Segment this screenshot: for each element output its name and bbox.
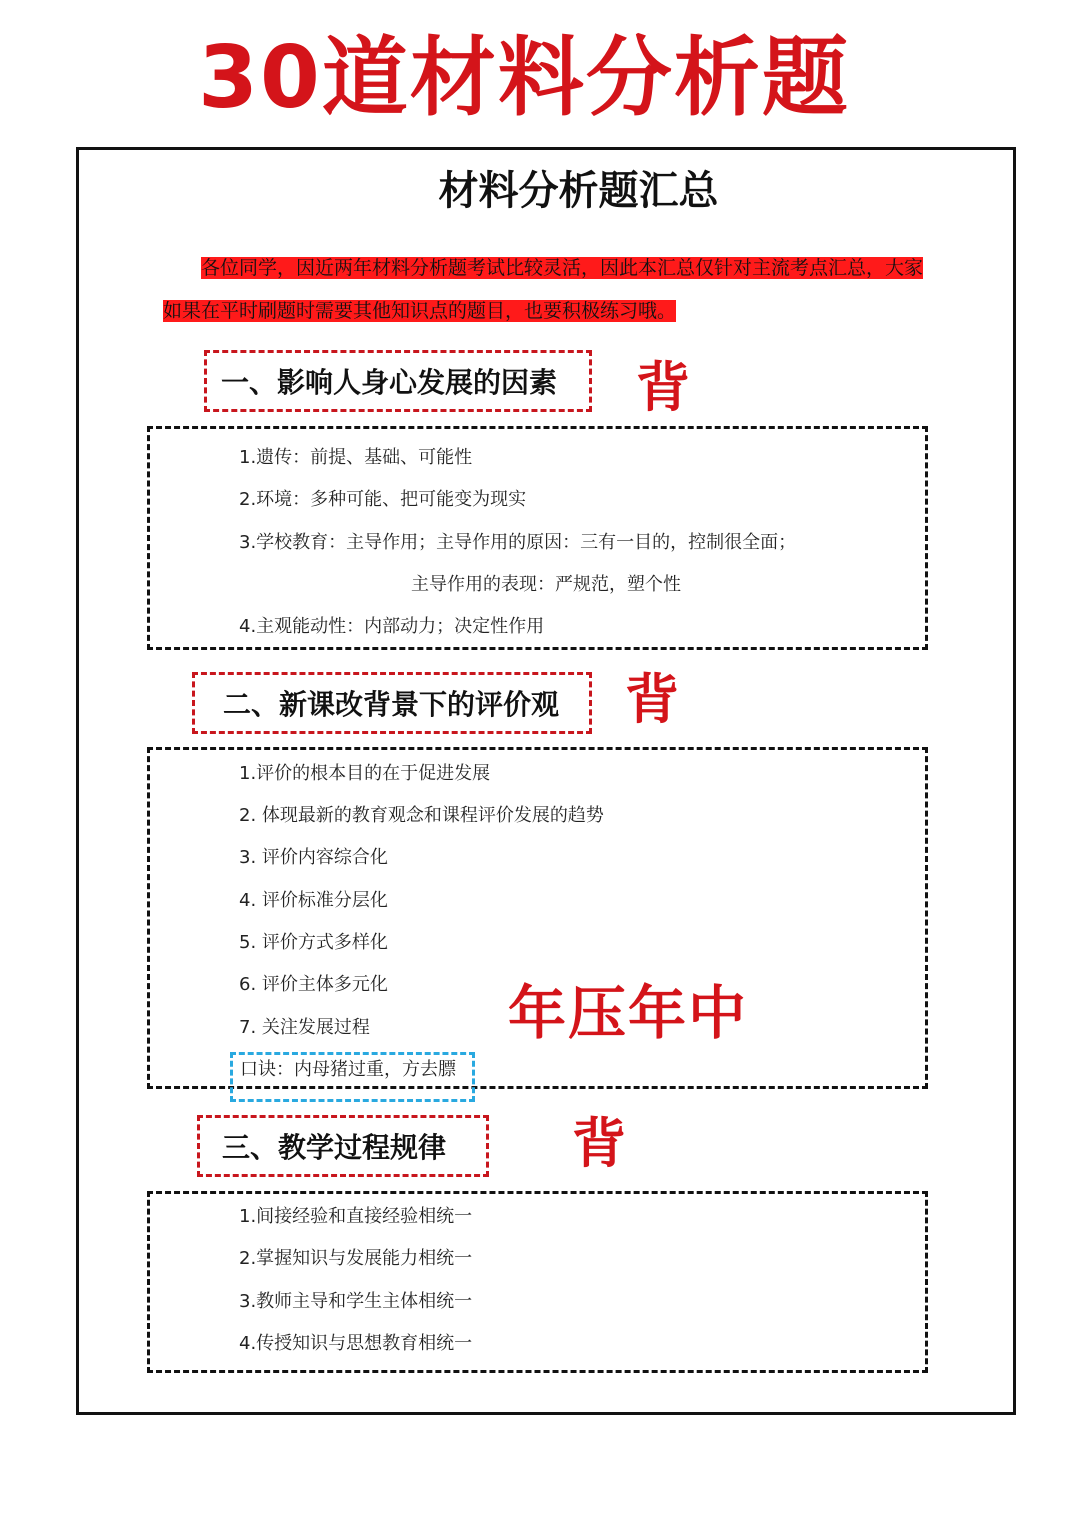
section-3-item: 1.间接经验和直接经验相统一 xyxy=(239,1206,473,1227)
handwritten-annotation: 年压年中 xyxy=(508,979,749,1047)
section-1-item: 1.遗传：前提、基础、可能性 xyxy=(239,447,473,468)
section-1-item: 4.主观能动性：内部动力；决定性作用 xyxy=(239,616,545,637)
intro-text: 各位同学，因近两年材料分析题考试比较灵活，因此本汇总仅针对主流考点汇总，大家如果在平时刷题时需要其他知识点的题目，也要积极练习哦。 xyxy=(163,257,924,322)
section-3-heading-box xyxy=(197,1115,489,1177)
section-3-stamp: 背 xyxy=(572,1112,626,1175)
intro-paragraph xyxy=(163,247,923,333)
section-3-heading: 三、教学过程规律 xyxy=(222,1131,447,1164)
section-3-item: 2.掌握知识与发展能力相统一 xyxy=(239,1248,473,1269)
section-2-item: 7. 关注发展过程 xyxy=(239,1017,370,1038)
section-3-item: 4.传授知识与思想教育相统一 xyxy=(239,1333,473,1354)
section-2-item: 4. 评价标准分层化 xyxy=(239,890,388,911)
section-2-item: 3. 评价内容综合化 xyxy=(239,847,388,868)
section-2-item: 1.评价的根本目的在于促进发展 xyxy=(239,763,491,784)
section-2-item: 2. 体现最新的教育观念和课程评价发展的趋势 xyxy=(239,805,604,826)
section-1-item: 3.学校教育：主导作用；主导作用的原因：三有一目的，控制很全面； xyxy=(239,532,797,553)
section-2-stamp: 背 xyxy=(625,668,679,731)
section-2-heading: 二、新课改背景下的评价观 xyxy=(223,688,560,721)
section-1-heading: 一、影响人身心发展的因素 xyxy=(221,366,558,399)
section-1-stamp: 背 xyxy=(636,356,690,419)
section-2-item: 6. 评价主体多元化 xyxy=(239,974,388,995)
document-title: 材料分析题汇总 xyxy=(438,168,719,214)
section-1-item: 主导作用的表现：严规范，塑个性 xyxy=(411,574,681,595)
section-2-item: 5. 评价方式多样化 xyxy=(239,932,388,953)
banner-title: 30道材料分析题 xyxy=(198,28,850,128)
section-1-item: 2.环境：多种可能、把可能变为现实 xyxy=(239,489,527,510)
section-2-heading-box xyxy=(192,672,592,734)
section-3-item: 3.教师主导和学生主体相统一 xyxy=(239,1291,473,1312)
section-1-heading-box xyxy=(204,350,592,412)
mnemonic-text: 口诀：内母猪过重，方去膘 xyxy=(240,1059,456,1080)
